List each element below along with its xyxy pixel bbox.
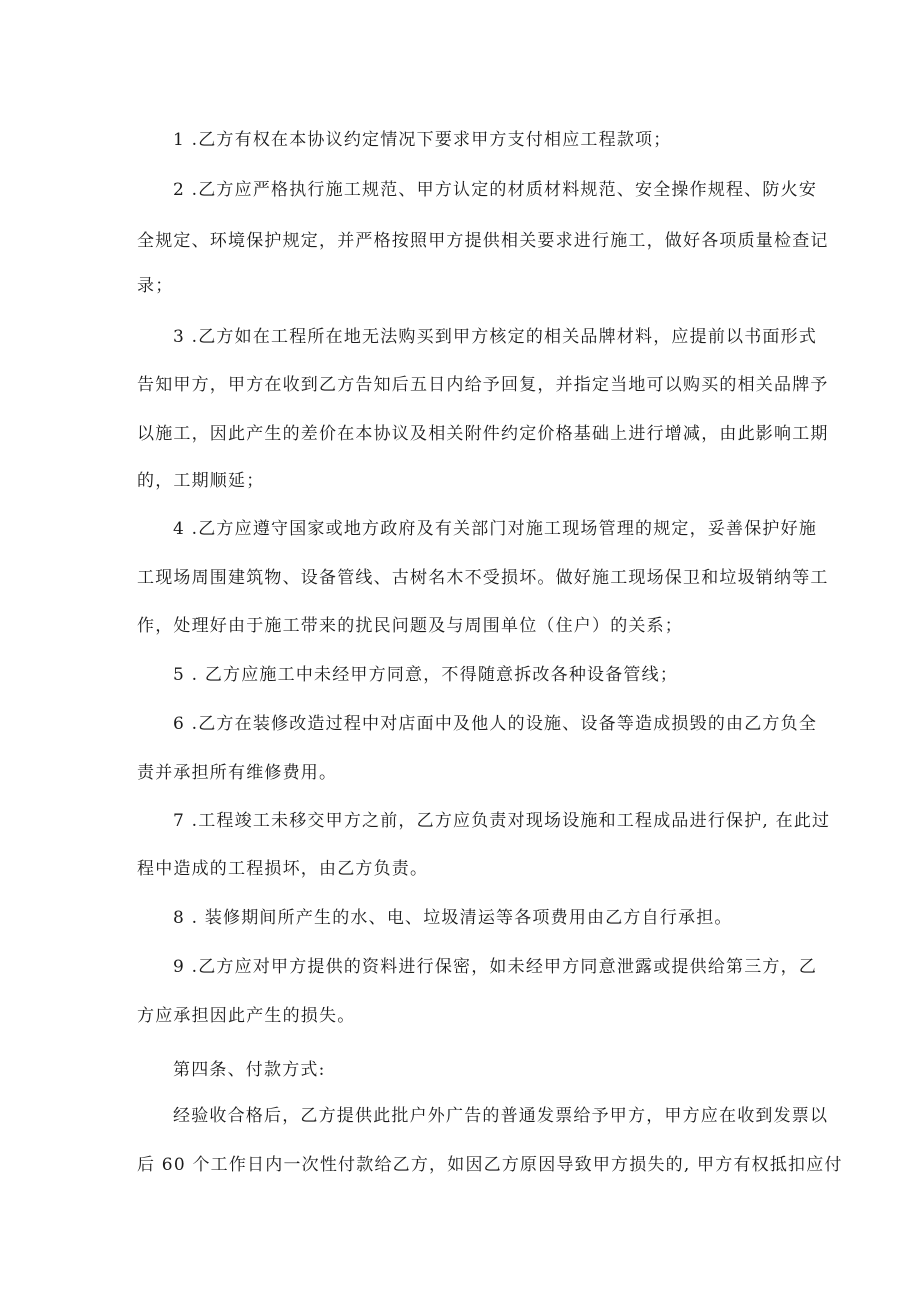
item-6-line-2: 责并承担所有维修费用。 (137, 763, 338, 783)
item-2-line-2: 全规定、环境保护规定，并严格按照甲方提供相关要求进行施工，做好各项质量检查记 (137, 231, 829, 251)
item-3-line-4: 的，工期顺延； (137, 471, 265, 491)
item-4-line-1: 4 .乙方应遵守国家或地方政府及有关部门对施工现场管理的规定，妥善保护好施 (173, 519, 818, 539)
payment-line-1: 经验收合格后，乙方提供此批户外广告的普通发票给予甲方，甲方应在收到发票以 (173, 1106, 829, 1126)
item-3-line-1: 3 .乙方如在工程所在地无法购买到甲方核定的相关品牌材料，应提前以书面形式 (173, 327, 818, 347)
item-7-line-2: 程中造成的工程损坏，由乙方负责。 (137, 859, 429, 879)
item-2-line-1: 2 .乙方应严格执行施工规范、甲方认定的材质材料规范、安全操作规程、防火安 (173, 180, 818, 200)
item-1-line-1: 1 .乙方有权在本协议约定情况下要求甲方支付相应工程款项； (173, 130, 672, 150)
item-4-line-2: 工现场周围建筑物、设备管线、古树名木不受损坏。做好施工现场保卫和垃圾销纳等工 (137, 568, 829, 588)
item-4-line-3: 作，处理好由于施工带来的扰民问题及与周围单位（住户）的关系； (137, 616, 683, 636)
item-2-line-3: 录； (137, 276, 174, 296)
item-3-line-2: 告知甲方，甲方在收到乙方告知后五日内给予回复，并指定当地可以购买的相关品牌予 (137, 375, 829, 395)
item-8-line-1: 8 . 装修期间所产生的水、电、垃圾清运等各项费用由乙方自行承担。 (173, 908, 733, 928)
item-6-line-1: 6 .乙方在装修改造过程中对店面中及他人的设施、设备等造成损毁的由乙方负全 (173, 714, 818, 734)
item-5-line-1: 5 . 乙方应施工中未经甲方同意，不得随意拆改各种设备管线； (173, 665, 679, 685)
item-9-line-1: 9 .乙方应对甲方提供的资料进行保密，如未经甲方同意泄露或提供给第三方，乙 (173, 957, 818, 977)
payment-line-2: 后 60 个工作日内一次性付款给乙方，如因乙方原因导致甲方损失的, 甲方有权抵扣应付 (137, 1155, 843, 1175)
item-3-line-3: 以施工，因此产生的差价在本协议及相关附件约定价格基础上进行增减，由此影响工期 (137, 424, 829, 444)
section-heading: 第四条、付款方式: (173, 1060, 326, 1080)
item-7-line-1: 7 .工程竣工未移交甲方之前，乙方应负责对现场设施和工程成品进行保护, 在此过 (173, 811, 831, 831)
item-9-line-2: 方应承担因此产生的损失。 (137, 1006, 356, 1026)
